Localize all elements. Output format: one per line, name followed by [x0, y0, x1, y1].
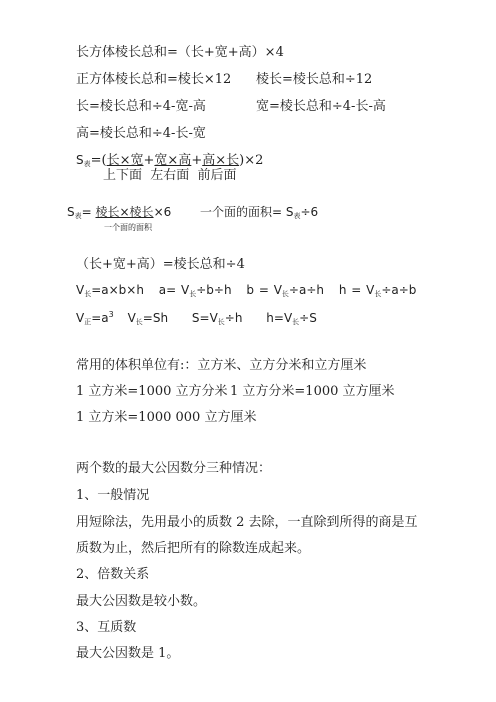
gcd-case-3-text: 最大公因数是 1。 [76, 646, 180, 661]
symbol-s: S [76, 153, 84, 167]
formula-cuboid-volume [76, 281, 416, 303]
times-6: ×6 [153, 205, 172, 219]
unit-conversion-3: 1 立方米=1000 000 立方厘米 [76, 410, 257, 425]
unit-conversion-1: 1 立方米=1000 立方分米 [76, 384, 228, 399]
exponent-3: 3 [108, 310, 114, 319]
gcd-case-2-heading: 2、倍数关系 [76, 567, 150, 582]
subscript-long: 长 [217, 318, 225, 326]
formula-height: 高=棱长总和÷4-长-宽 [76, 126, 206, 141]
subscript-long: 长 [189, 290, 197, 298]
div-6: ÷6 [300, 205, 319, 219]
symbol-v: V [127, 311, 136, 325]
term-face-area: 棱长×棱长 [95, 205, 154, 219]
subscript-cube: 正 [84, 318, 92, 326]
term-top-bottom: 长×宽 [106, 153, 144, 168]
gcd-case-1-text-b: 质数为止，然后把所有的除数连成起来。 [76, 541, 311, 556]
subscript-total: 表 [83, 160, 91, 168]
gcd-intro: 两个数的最大公因数分三种情况： [76, 461, 272, 476]
eq: = [81, 205, 96, 219]
surface-captions: 上下面 左右面 前后面 [103, 168, 237, 183]
h-eq-v: h = V [338, 283, 375, 297]
close-times-2: )×2 [239, 153, 264, 168]
formula-face-area [200, 203, 318, 225]
eq-open: =( [90, 153, 107, 168]
subscript-total: 表 [74, 212, 82, 220]
div-h: ÷h [224, 311, 243, 325]
formula-cube-edge-total: 正方体棱长总和=棱长×12 [76, 72, 232, 87]
formula-edge-sum: （长+宽+高）=棱长总和÷4 [76, 257, 245, 272]
units-intro: 常用的体积单位有:：立方米、立方分米和立方厘米 [76, 358, 367, 373]
gcd-case-1-heading: 1、一般情况 [76, 488, 150, 503]
face-area-caption: 一个面的面积 [104, 223, 152, 232]
formula-width: 宽=棱长总和÷4-长-高 [256, 99, 386, 114]
subscript-long: 长 [374, 290, 382, 298]
div-ah: ÷a÷h [288, 283, 324, 297]
v-eq-abh: =a×b×h [91, 283, 144, 297]
formula-cuboid-edge-total: 长方体棱长总和=（长+宽+高）×4 [76, 45, 284, 60]
gcd-case-2-text: 最大公因数是较小数。 [76, 594, 207, 609]
plus-2: + [191, 153, 203, 168]
formula-length: 长=棱长总和÷4-宽-高 [76, 99, 206, 114]
eq-sh: =Sh [142, 311, 169, 325]
s-eq-v: S=V [191, 311, 218, 325]
subscript-long: 长 [135, 318, 143, 326]
subscript-long: 长 [281, 290, 289, 298]
gcd-case-3-heading: 3、互质数 [76, 620, 137, 635]
face-area-label: 一个面的面积= S [200, 205, 294, 219]
symbol-v: V [76, 311, 85, 325]
formula-cube-edge: 棱长=棱长总和÷12 [256, 72, 373, 87]
plus-1: + [143, 153, 155, 168]
subscript-long: 长 [84, 290, 92, 298]
term-left-right: 宽×高 [154, 153, 192, 168]
v-eq-a: =a [91, 311, 109, 325]
term-front-back: 高×长 [202, 153, 240, 168]
formula-cube-volume [76, 306, 317, 331]
unit-conversion-2: 1 立方分米=1000 立方厘米 [230, 384, 395, 399]
h-eq-v: h=V [266, 311, 293, 325]
div-s: ÷S [299, 311, 317, 325]
symbol-v: V [76, 283, 85, 297]
a-eq-v: a= V [158, 283, 190, 297]
div-bh: ÷b÷h [196, 283, 232, 297]
b-eq-v: b = V [246, 283, 282, 297]
div-ab: ÷a÷b [381, 283, 417, 297]
gcd-case-1-text-a: 用短除法，先用最小的质数 2 去除，一直除到所得的商是互 [76, 515, 418, 530]
subscript-long: 长 [292, 318, 300, 326]
symbol-s: S [67, 205, 75, 219]
subscript-total: 表 [293, 212, 301, 220]
